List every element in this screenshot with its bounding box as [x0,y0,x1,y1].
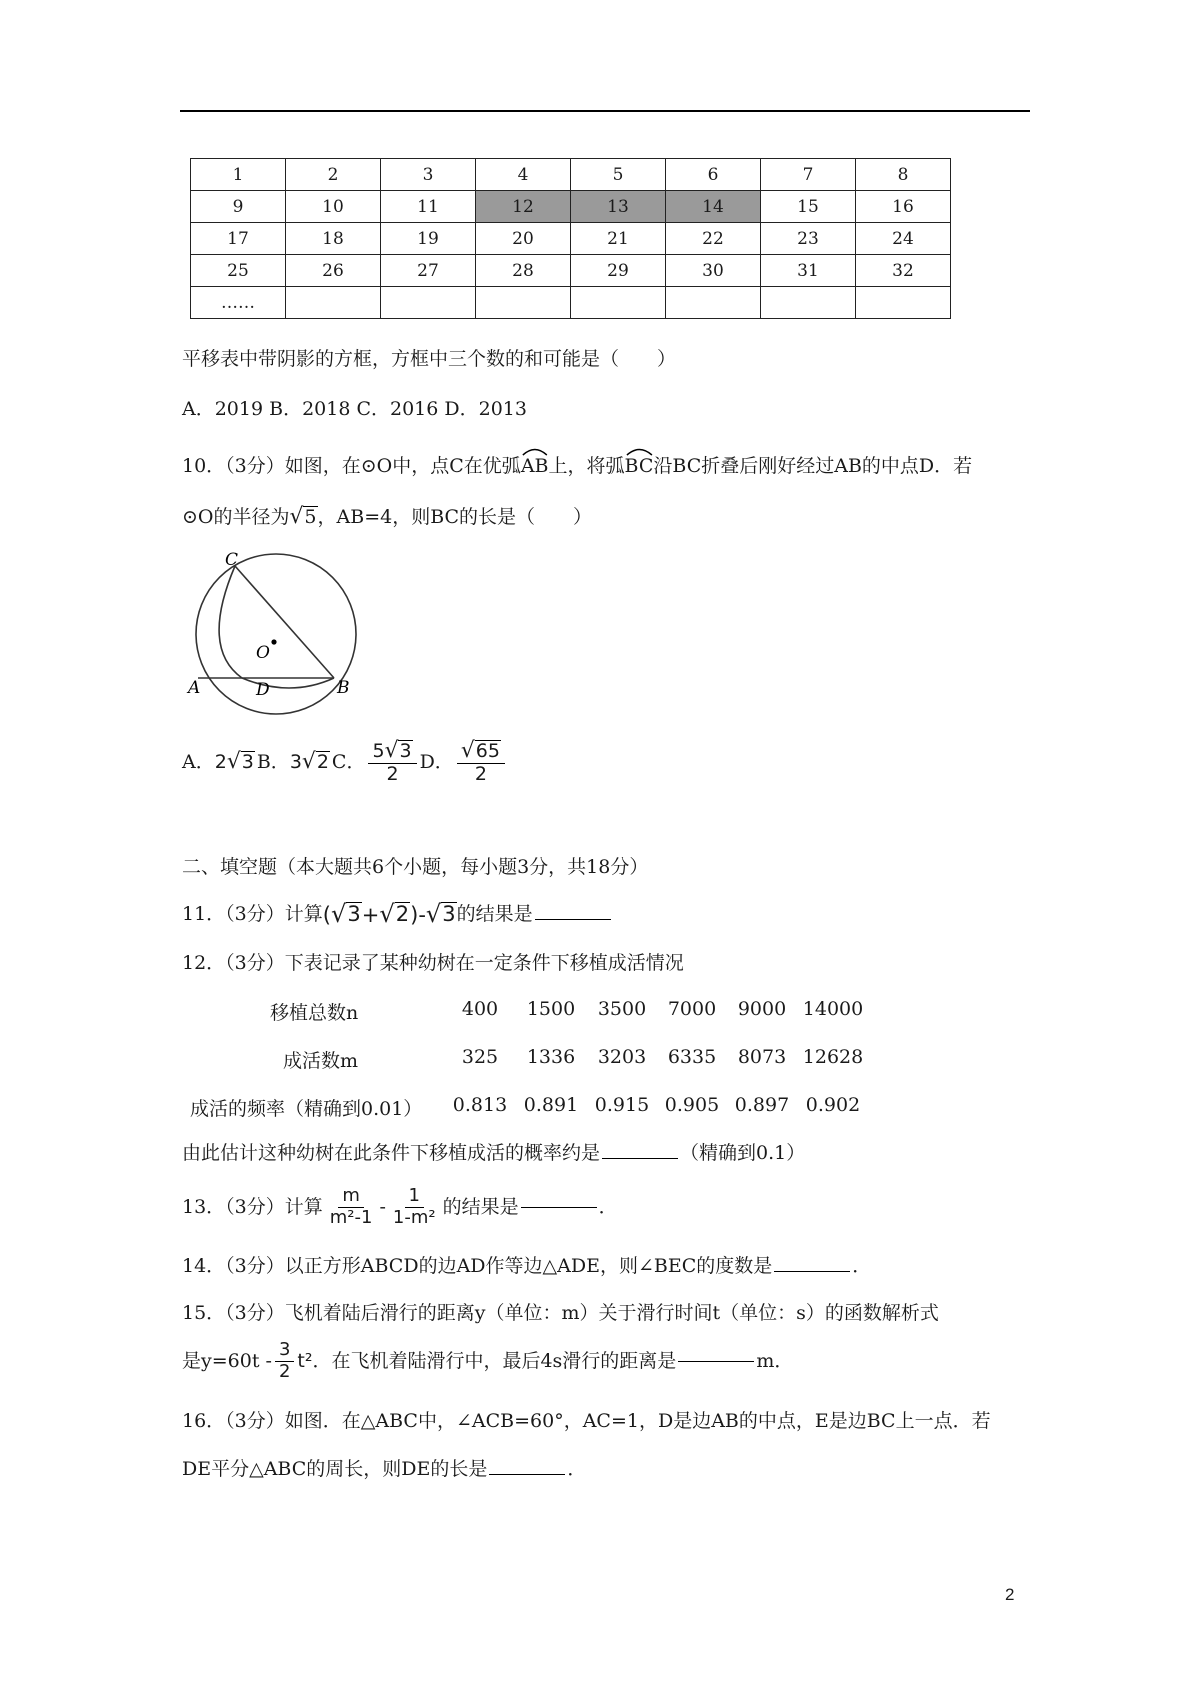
grid-cell: 1 [191,159,286,191]
survival-value: 0.813 [452,1094,508,1116]
grid-row [191,287,951,319]
grid-cell [761,287,856,319]
grid-row [191,159,951,191]
grid-cell: 2 [286,159,381,191]
survival-value: 3203 [597,1046,647,1068]
q15-line2: 是y=60t - $\frac{3}{2}$ t² ．在飞机着陆滑行中，最后4s滑行的距离是 m． [182,1339,794,1382]
option-c-value: 5 √ 3 2 [368,740,416,786]
grid-cell: 3 [381,159,476,191]
q10-line1: 10．（3分）如图，在⊙O中，点C在优弧 AB上，将弧 BC沿BC折叠后刚好经过AB的中点D．若 [182,455,972,478]
number-grid [190,158,951,319]
option-a-value: 2 √ 3 [214,749,254,775]
grid-cell [286,287,381,319]
grid-cell: 8 [856,159,951,191]
grid-cell: 22 [666,223,761,255]
survival-row-label-0: 移植总数n [270,1002,359,1024]
survival-value: 3500 [597,998,647,1020]
grid-cell [476,287,571,319]
page-number: 2 [1005,1585,1015,1604]
grid-cell: 4 [476,159,571,191]
label-d: D [256,680,270,700]
q10-line2: ⊙O的半径为 √ 5 ，AB=4，则BC的长是（ ） [182,504,593,530]
survival-value: 1500 [526,998,576,1020]
survival-value: 0.897 [734,1094,790,1116]
grid-cell: 30 [666,255,761,287]
grid-cell: 5 [571,159,666,191]
survival-value: 12628 [802,1046,864,1068]
survival-value: 1336 [526,1046,576,1068]
answer-blank [774,1270,850,1272]
q13: 13．（3分）计算 $\frac{m}{\text{m²-1}}$ - $\frac{1}{\text{1-m²}}$ 的结果是 ． [182,1185,618,1228]
grid-cell: 16 [856,191,951,223]
grid-cell: 26 [286,255,381,287]
q11: 11．（3分）计算( √ 3 + √ 2 )- √ 3 的结果是 [182,902,613,928]
label-a: A [188,678,201,698]
answer-blank [678,1360,754,1362]
grid-cell [666,287,761,319]
answer-blank [602,1157,678,1159]
grid-cell: 12 [476,191,571,223]
grid-cell: 27 [381,255,476,287]
answer-blank [535,918,611,920]
q10-options: A． 2 √ 3 B． 3 √ 2 C． 5 √ 3 2 D． √ 65 2 [182,740,508,786]
label-b: B [337,678,350,698]
grid-cell: 20 [476,223,571,255]
grid-cell: 6 [666,159,761,191]
header-rule [180,110,1030,112]
survival-row-label-2: 成活的频率（精确到0.01） [190,1098,423,1120]
arc-bc: BC [625,455,654,478]
survival-value: 0.915 [594,1094,650,1116]
section-2-heading: 二、填空题（本大题共6个小题，每小题3分，共18分） [182,856,649,878]
q9-options: A．2019 B．2018 C．2016 D．2013 [182,398,527,420]
grid-row [191,255,951,287]
option-b-value: 3 √ 2 [289,749,329,775]
label-c: C [225,550,239,570]
grid-cell: 17 [191,223,286,255]
grid-cell [856,287,951,319]
q12-text: 12．（3分）下表记录了某种幼树在一定条件下移植成活情况 [182,952,684,974]
grid-cell [571,287,666,319]
option-d-value: √ 65 2 [457,740,505,786]
grid-cell: 21 [571,223,666,255]
survival-value: 325 [461,1046,499,1068]
grid-cell: 23 [761,223,856,255]
grid-cell: 32 [856,255,951,287]
grid-cell: 10 [286,191,381,223]
label-o: O [256,643,270,663]
q9-text: 平移表中带阴影的方框，方框中三个数的和可能是（ ） [182,348,677,370]
arc-ab: AB [521,455,549,478]
survival-value: 0.891 [523,1094,579,1116]
fraction-2: $\frac{1}{\text{1-m²}}$ [392,1185,436,1228]
sqrt-5: √ 5 [289,504,317,530]
survival-value: 14000 [802,998,864,1020]
grid-cell: 28 [476,255,571,287]
grid-cell: 25 [191,255,286,287]
circle-figure [180,548,370,728]
grid-cell: 24 [856,223,951,255]
survival-value: 0.902 [805,1094,861,1116]
survival-value: 9000 [737,998,787,1020]
grid-cell: 29 [571,255,666,287]
grid-cell: 15 [761,191,856,223]
q16-line2: DE平分△ABC的周长，则DE的长是 ． [182,1458,587,1480]
q16-line1: 16．（3分）如图．在△ABC中，∠ACB=60°，AC=1，D是边AB的中点，E是边BC上一点．若 [182,1410,991,1432]
q15-line1: 15．（3分）飞机着陆后滑行的距离y（单位：m）关于滑行时间t（单位：s）的函数解析式 [182,1302,939,1324]
survival-value: 8073 [737,1046,787,1068]
answer-blank [489,1473,565,1475]
answer-blank [521,1206,597,1208]
fraction-1: $\frac{m}{\text{m²-1}}$ [329,1185,373,1228]
grid-cell: 14 [666,191,761,223]
grid-cell: 9 [191,191,286,223]
grid-row [191,223,951,255]
fraction-3-2: $\frac{3}{2}$ [275,1340,294,1382]
grid-row [191,191,951,223]
survival-value: 6335 [667,1046,717,1068]
grid-cell: 19 [381,223,476,255]
survival-value: 0.905 [664,1094,720,1116]
survival-value: 7000 [667,998,717,1020]
q14: 14．（3分）以正方形ABCD的边AD作等边△ADE，则∠BEC的度数是 ． [182,1255,872,1277]
survival-row-label-1: 成活数m [283,1050,359,1072]
grid-cell: 31 [761,255,856,287]
survival-value: 400 [461,998,499,1020]
grid-cell [381,287,476,319]
grid-cell: 18 [286,223,381,255]
q12-conclusion: 由此估计这种幼树在此条件下移植成活的概率约是 （精确到0.1） [182,1142,806,1164]
grid-cell: …… [191,287,286,319]
grid-cell: 11 [381,191,476,223]
grid-cell: 13 [571,191,666,223]
grid-cell: 7 [761,159,856,191]
